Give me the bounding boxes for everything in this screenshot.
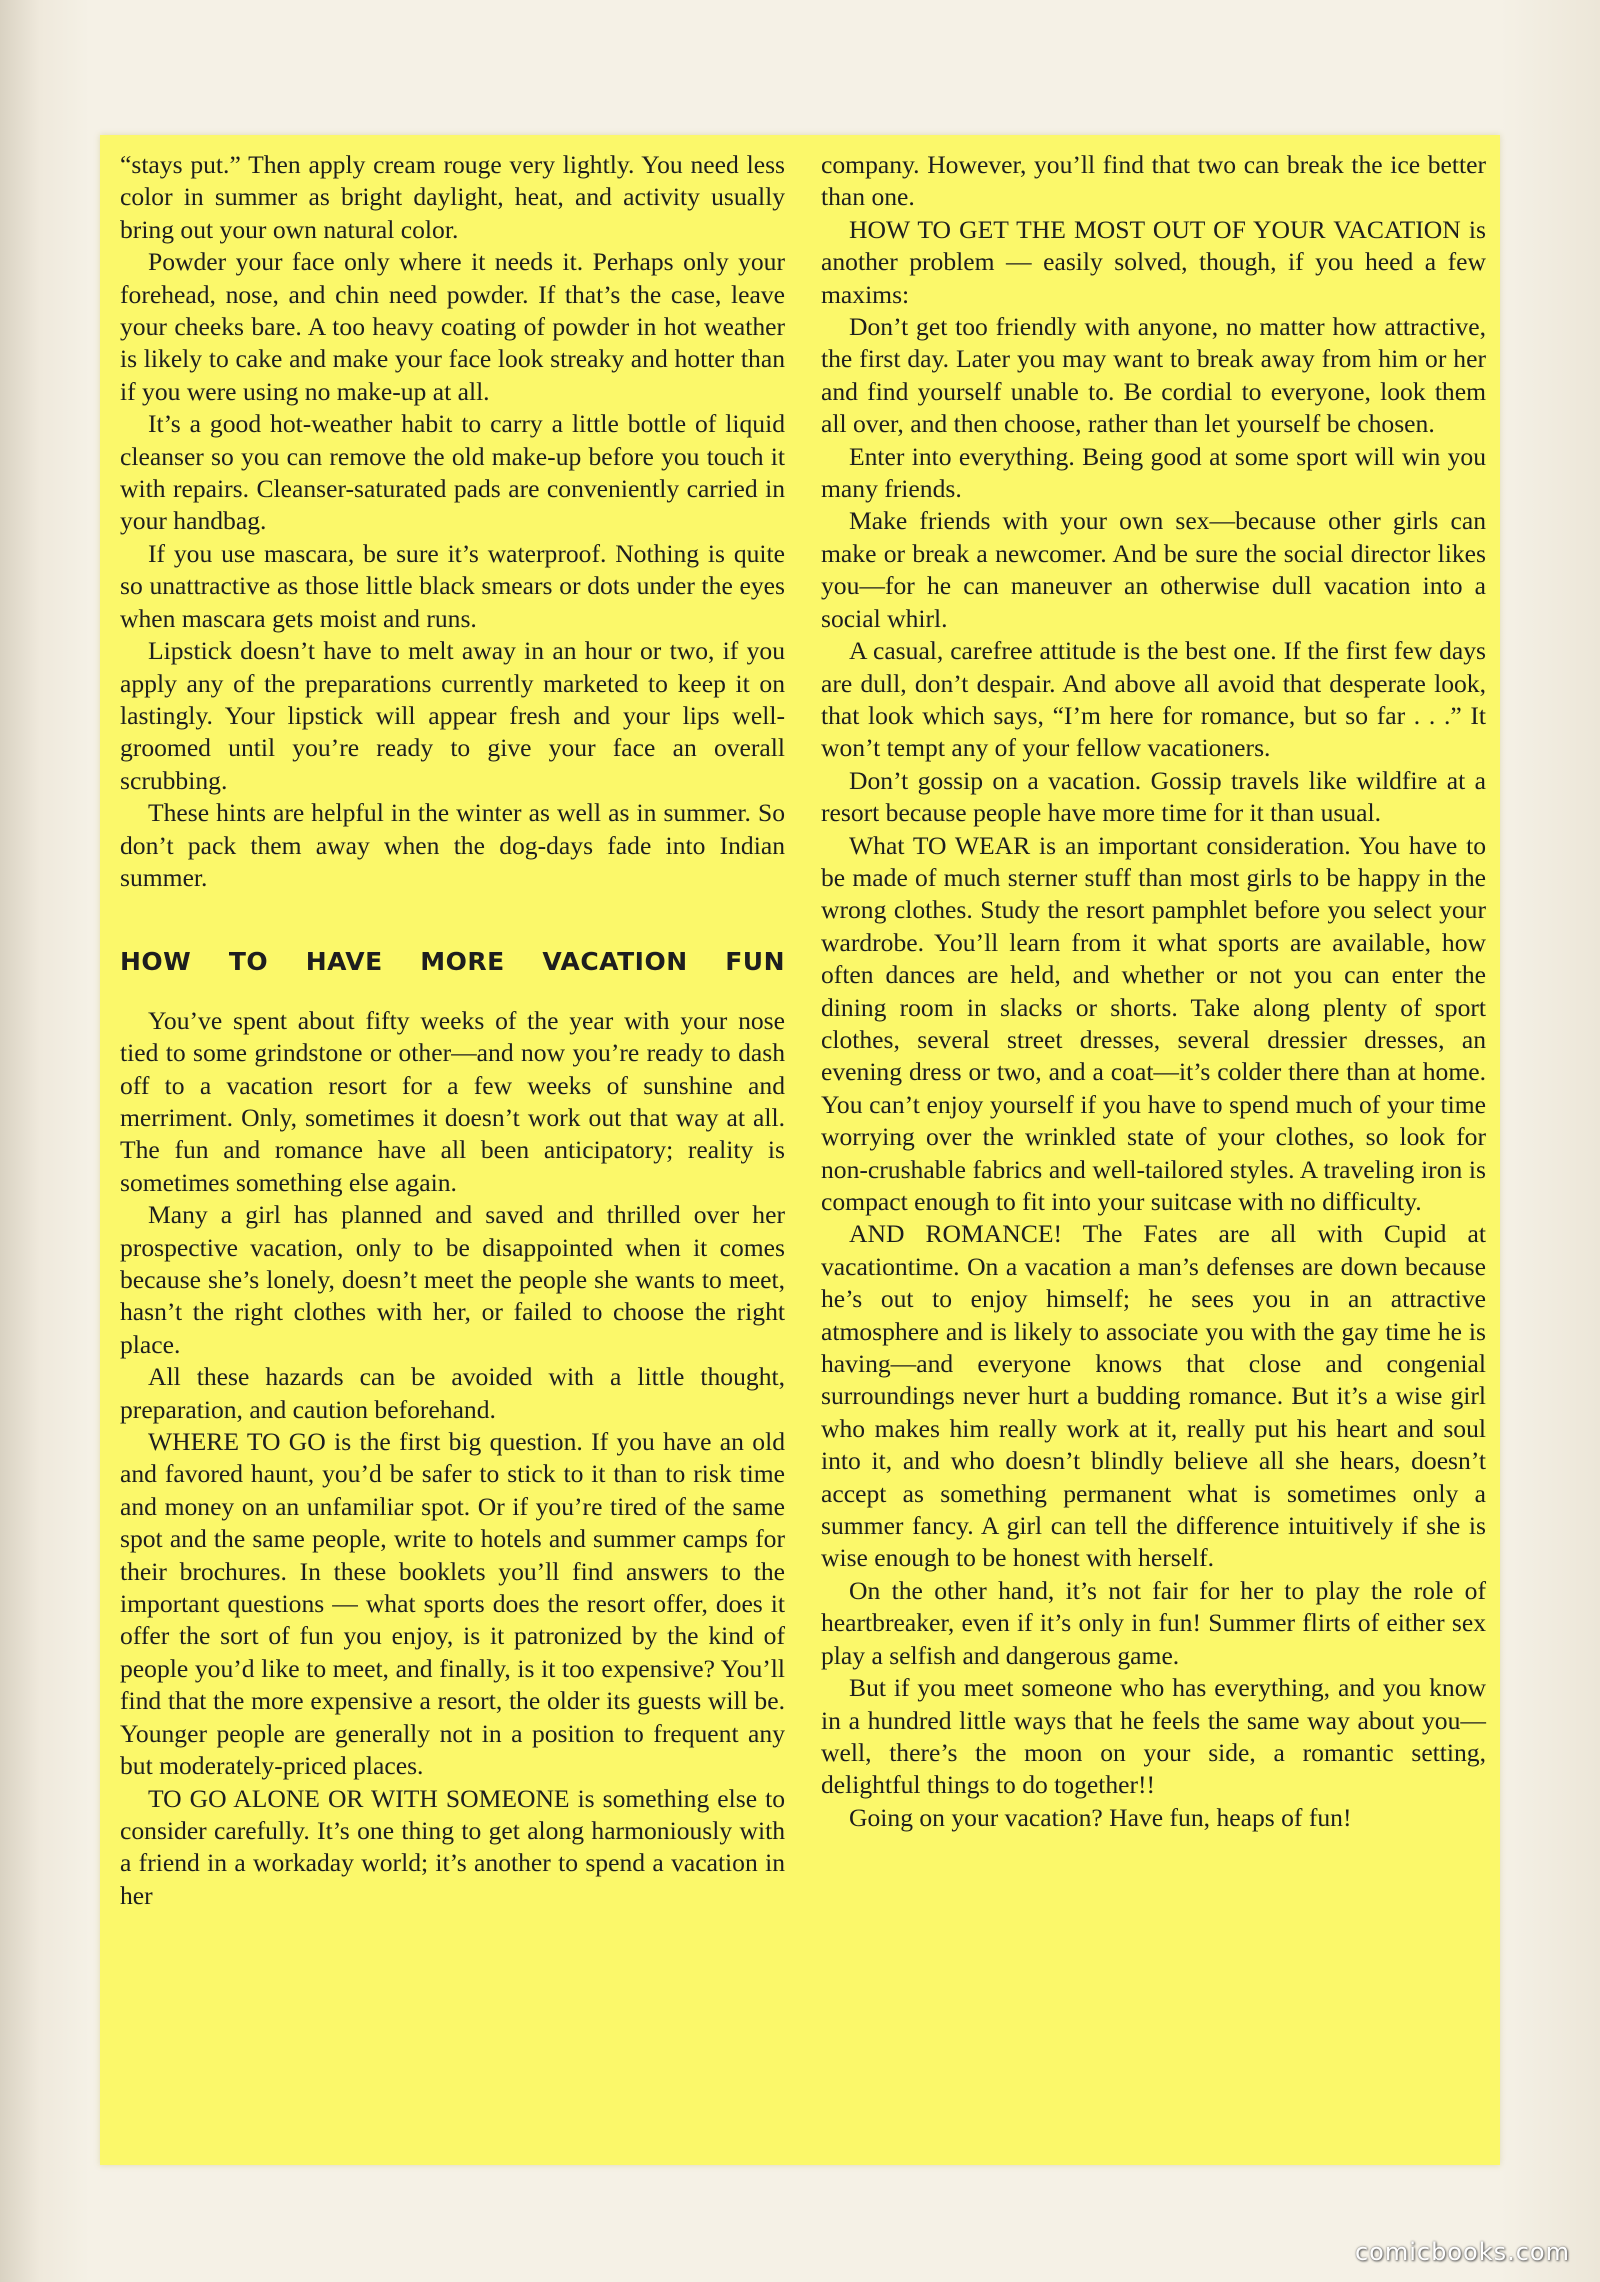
paragraph: WHERE TO GO is the first big question. If you have an old and favored haunt, you’d be safer to stick to it than to risk time and money on an unfamiliar spot. Or if you’re tired of the same spot and the same people, write to hotels and summer camps for their brochures. In these booklets you’ll find answers to the important questions — what sports does the resort offer, does it offer the sort of fun you enjoy, is it patronized by the kind of people you’d like to meet, and finally, is it too expensive? You’ll find that the more expensive a resort, the older its guests will be. Younger people are generally not in a position to frequent any but moderately-priced places. <box>120 1427 785 1781</box>
paragraph: AND ROMANCE! The Fates are all with Cupid at vacationtime. On a vacation a man’s defenses are down because he’s out to enjoy himself; he sees you in an attractive atmosphere and is likely to associate you with the gay time he is having—and everyone knows that close and congenial surroundings never hurt a budding romance. But it’s a wise girl who makes him really work at it, really put his heart and soul into it, and who doesn’t blindly believe all she hears, doesn’t accept as something permanent what is sometimes only a summer fancy. A girl can tell the difference intuitively if she is wise enough to be honest with herself. <box>821 1219 1486 1573</box>
paragraph: Don’t gossip on a vacation. Gossip travels like wildfire at a resort because people have more time for it than usual. <box>821 765 1486 828</box>
paragraph: All these hazards can be avoided with a little thought, preparation, and caution beforehand. <box>120 1362 785 1424</box>
paragraph: Make friends with your own sex—because other girls can make or break a newcomer. And be sure the social director likes you—for he can maneuver an otherwise dull vacation into a social whirl. <box>821 506 1486 633</box>
paragraph: It’s a good hot-weather habit to carry a little bottle of liquid cleanser so you can remove the old make-up before you touch it with repairs. Cleanser-saturated pads are conveniently carried in your handbag. <box>120 409 785 536</box>
paragraph: Lipstick doesn’t have to melt away in an hour or two, if you apply any of the preparations currently marketed to keep it on lastingly. Your lipstick will appear fresh and your lips well-groomed until you’re ready to give your face an overall scrubbing. <box>120 636 785 795</box>
paragraph: Don’t get too friendly with anyone, no matter how attractive, the first day. Later you may want to break away from him or her and find yourself unable to. Be cordial to everyone, look them all over, and then choose, rather than let yourself be chosen. <box>821 312 1486 439</box>
paragraph: Enter into everything. Being good at some sport will win you many friends. <box>821 441 1486 504</box>
right-column <box>821 149 1486 1834</box>
paragraph: On the other hand, it’s not fair for her to play the role of heartbreaker, even if it’s only in fun! Summer flirts of either sex play a selfish and dangerous game. <box>821 1575 1486 1670</box>
paragraph: “stays put.” Then apply cream rouge very lightly. You need less color in summer as bright daylight, heat, and activity usually bring out your own natural color. <box>120 150 785 244</box>
section-heading: HOW TO HAVE MORE VACATION FUN <box>120 947 785 977</box>
paragraph: But if you meet someone who has everything, and you know in a hundred little ways that he feels the same way about you—well, there’s the moon on your side, a romantic setting, delightful things to do together!! <box>821 1673 1486 1800</box>
paragraph: What TO WEAR is an important consideration. You have to be made of much sterner stuff than most girls to be happy in the wrong clothes. Study the resort pamphlet before you select your wardrobe. You’ll learn from it what sports are available, how often dances are held, and whether or not you can enter the dining room in slacks or shorts. Take along plenty of sport clothes, several street dresses, several dressier dresses, an evening dress or two, and a coat—it’s colder there than at home. You can’t enjoy yourself if you have to spend much of your time worrying over the wrinkled state of your clothes, so look for non-crushable fabrics and well-tailored styles. A traveling iron is compact enough to fit into your suitcase with no difficulty. <box>821 830 1486 1216</box>
paragraph-continuation: company. However, you’ll find that two can break the ice better than one. <box>821 150 1486 212</box>
watermark: comicbooks.com <box>1354 2238 1570 2266</box>
paragraph: These hints are helpful in the winter as well as in summer. So don’t pack them away when the dog-days fade into Indian summer. <box>120 798 785 892</box>
article-panel <box>100 135 1500 2165</box>
paragraph: You’ve spent about fifty weeks of the year with your nose tied to some grindstone or other—and now you’re ready to dash off to a vacation resort for a few weeks of sunshine and merriment. Only, sometimes it doesn’t work out that way at all. The fun and romance have all been anticipatory; reality is sometimes something else again. <box>120 1005 785 1197</box>
paragraph: Many a girl has planned and saved and thrilled over her prospective vacation, only to be disappointed when it comes because she’s lonely, doesn’t meet the people she wants to meet, hasn’t the right clothes with her, or failed to choose the right place. <box>120 1200 785 1359</box>
paragraph: A casual, carefree attitude is the best one. If the first few days are dull, don’t despair. And above all avoid that desperate look, that look which says, “I’m here for romance, but so far . . .” It won’t tempt any of your fellow vacationers. <box>821 636 1486 763</box>
paragraph: If you use mascara, be sure it’s waterproof. Nothing is quite so unattractive as those little black smears or dots under the eyes when mascara gets moist and runs. <box>120 538 785 633</box>
paragraph: Powder your face only where it needs it. Perhaps only your forehead, nose, and chin need powder. If that’s the case, leave your cheeks bare. A too heavy coating of powder in hot weather is likely to cake and make your face look streaky and hotter than if you were using no make-up at all. <box>120 247 785 406</box>
left-column <box>120 149 785 1912</box>
paragraph: HOW TO GET THE MOST OUT OF YOUR VACATION is another problem — easily solved, though, if you heed a few maxims: <box>821 214 1486 309</box>
paragraph: TO GO ALONE OR WITH SOMEONE is something else to consider carefully. It’s one thing to get along harmoniously with a friend in a workaday world; it’s another to spend a vacation in her <box>120 1783 785 1910</box>
paragraph: Going on your vacation? Have fun, heaps of fun! <box>849 1802 1352 1832</box>
